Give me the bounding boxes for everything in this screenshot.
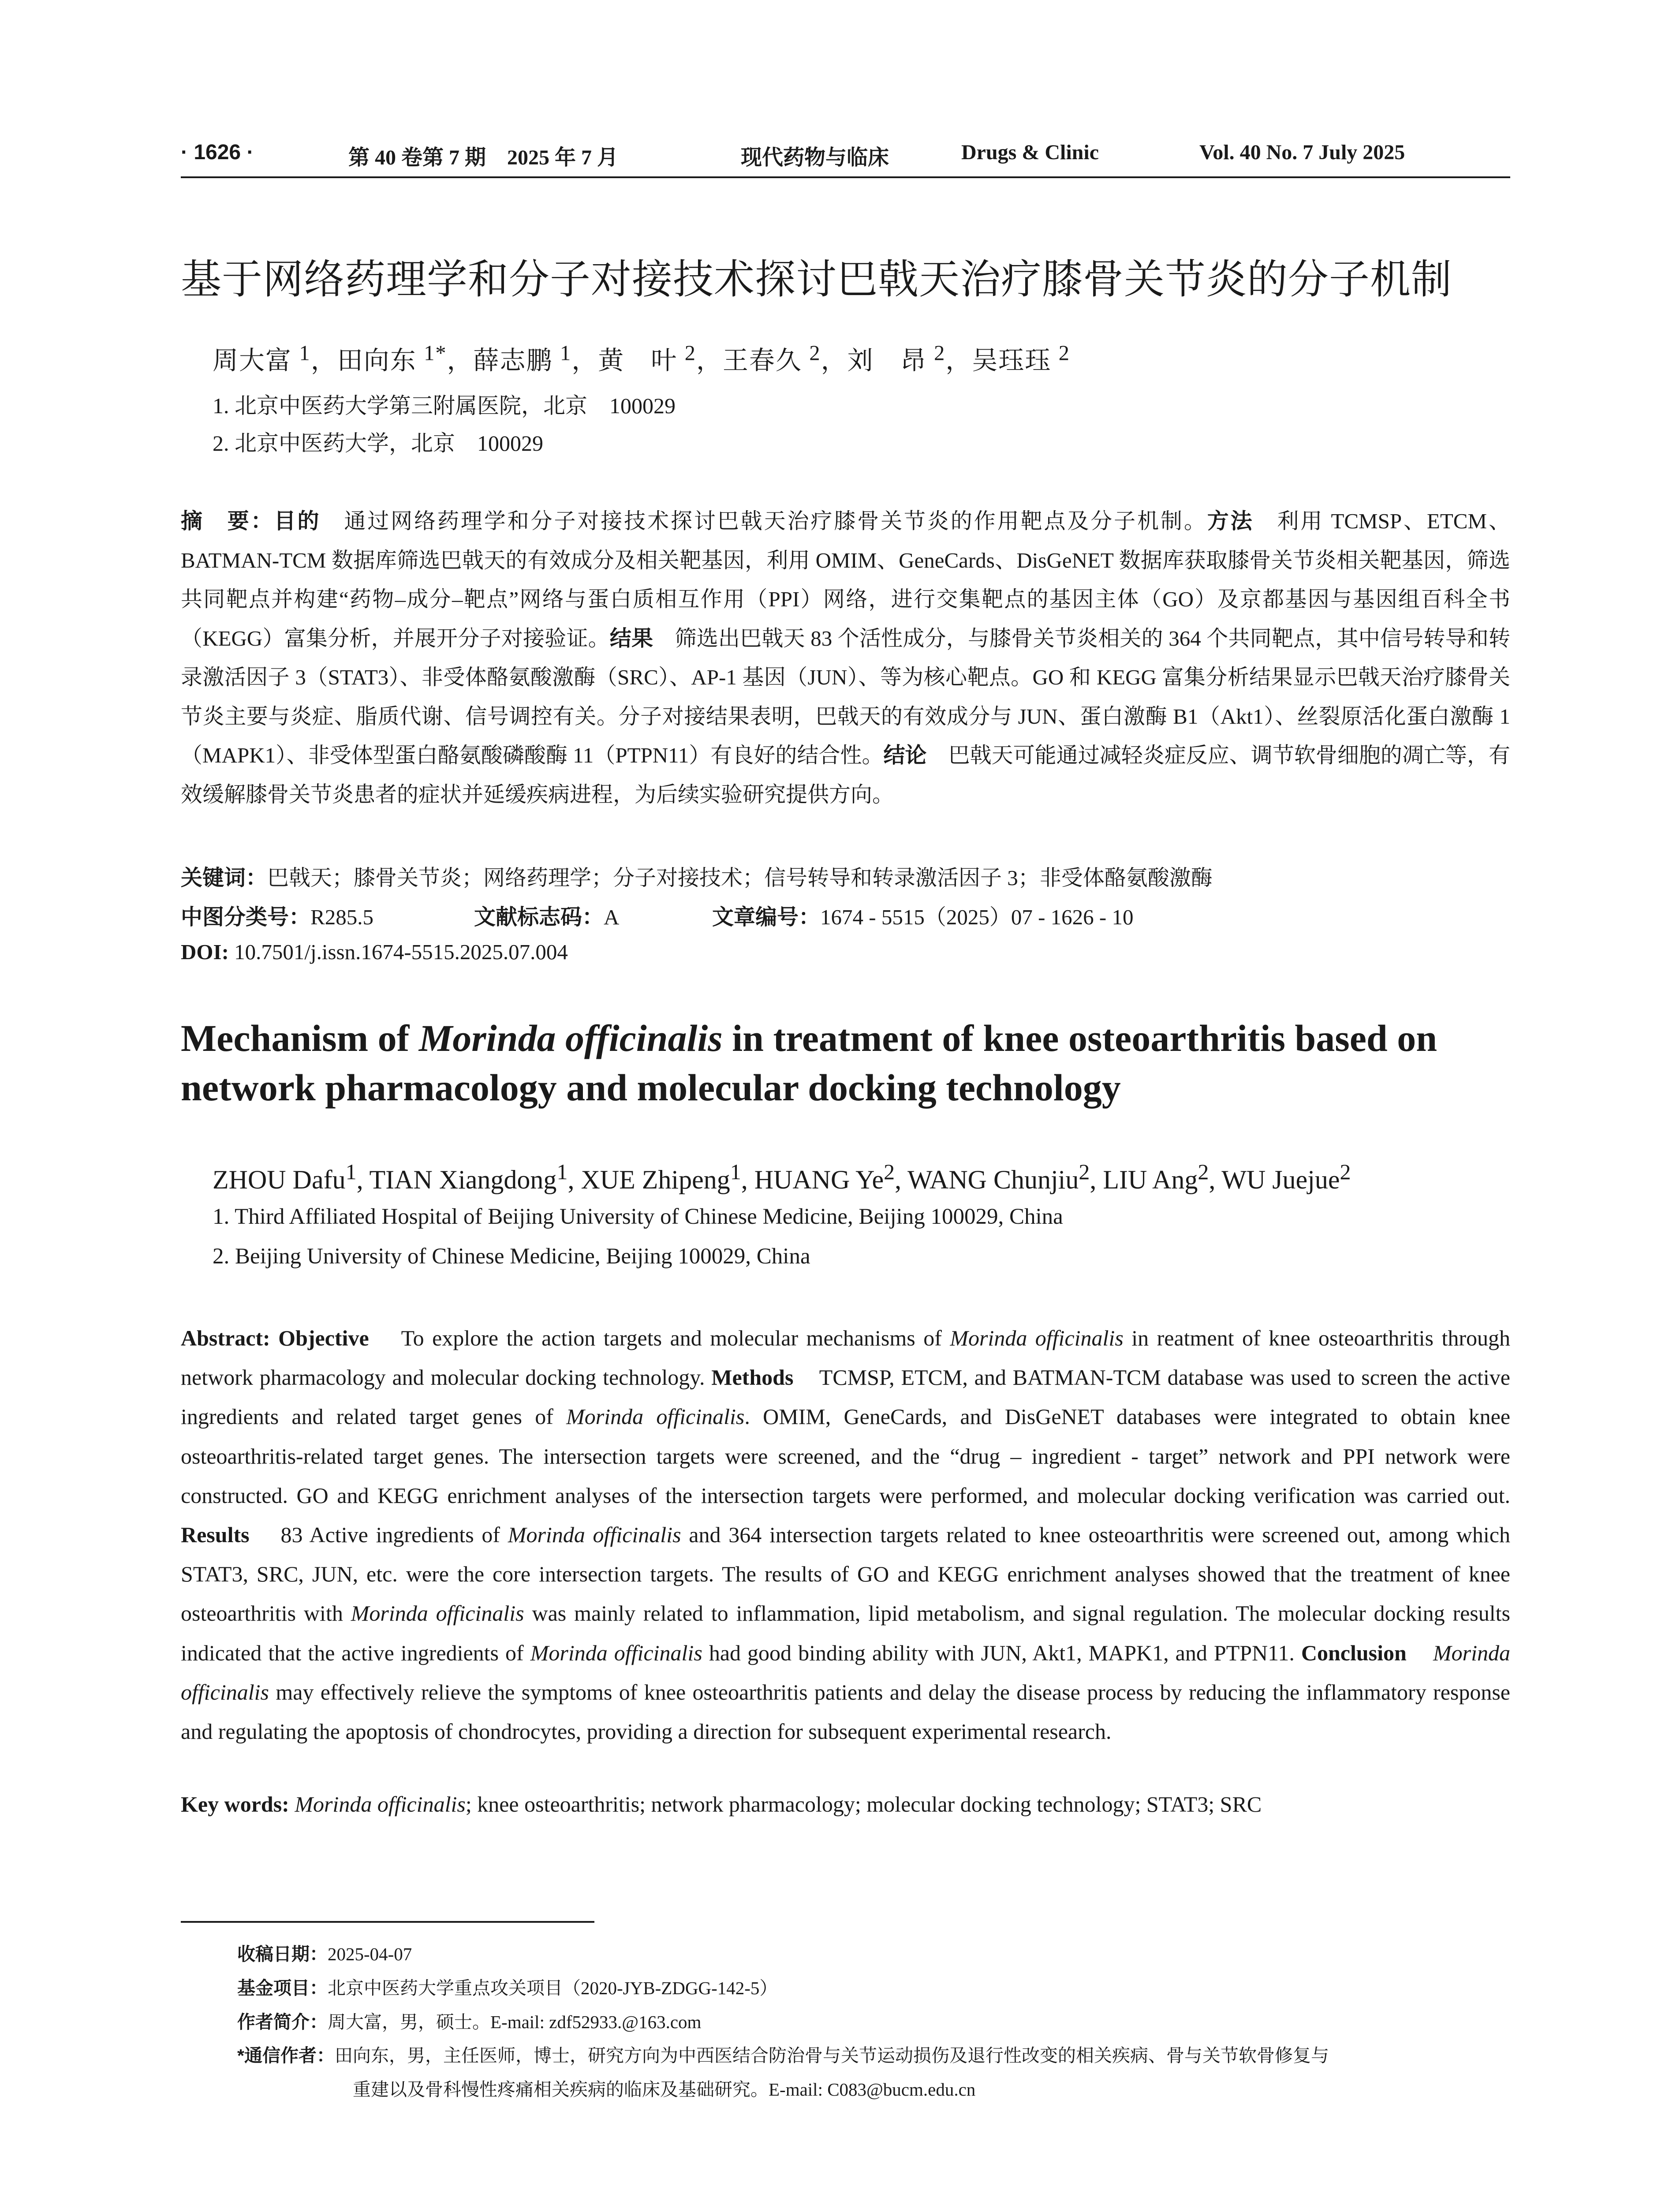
objective-cn-text: 通过网络药理学和分子对接技术探讨巴戟天治疗膝骨关节炎的作用靶点及分子机制。 [321,509,1207,533]
conclusion-cn-label: 结论 [883,744,927,767]
corresponding-author-cont: 重建以及骨科慢性疼痛相关疾病的临床及基础研究。E-mail: C083@bucm.edu.cn [353,2079,976,2100]
corr-value-1: 田向东，男，主任医师，博士，研究方向为中西医结合防治骨与关节运动损伤及退行性改变的相关疾病、骨与关节软骨修复与 [334,2045,1329,2066]
article-number-value: 1674 - 5515（2025）07 - 1626 - 10 [820,905,1134,929]
doc-code-label: 文献标志码： [474,905,604,929]
results-cn-label: 结果 [609,626,653,650]
article-number-line [712,900,1133,931]
abstract-cn-label: 摘 要： [181,509,274,533]
authors-cn: 周大富 $^1$，田向东 $^{1*}$，薛志鹏 $^1$，黄 叶 $^2$，王春久 $^2$，刘 昂 $^2$，吴珏珏 $^2$ [213,341,1070,375]
issue-en: Vol. 40 No. 7 July 2025 [1199,141,1405,164]
page-number: · 1626 · [181,141,254,164]
page-title-cn: 基于网络药理学和分子对接技术探讨巴戟天治疗膝骨关节炎的分子机制 [181,257,1452,302]
bio-label: 作者简介： [237,2012,328,2032]
methods-cn-text: 利用 TCMSP、ETCM、BATMAN-TCM 数据库筛选巴戟天的有效成分及相关靶基因，利用 OMIM、GeneCards、DisGeNET 数据库获取膝骨关节炎相关靶基因，筛选共同靶点并构建“药物–成分–靶点”网络与蛋白质相互作用（PPI）网络，进行交集靶点的基因主体（GO）及京都基因与基因组百科全书（KEGG）富集分析，并展开分子对接验证。 [181,509,1510,650]
fund-label: 基金项目： [237,1978,328,1998]
received-date [237,1940,412,1966]
conclusion-cn-text: 巴戟天可能通过减轻炎症反应、调节软骨细胞的凋亡等，有效缓解膝骨关节炎患者的症状并延缓疾病进程，为后续实验研究提供方向。 [181,743,1510,807]
doi-label: DOI: [181,940,229,964]
authors-en: ZHOU Dafu$^1$, TIAN Xiangdong$^1$, XUE Zhipeng$^1$, HUANG Ye$^2$, WANG Chunjiu$^2$, LIU Ang$^2$, WU Juejue$^2$ [213,1159,1351,1194]
footnote-rule [181,1921,594,1923]
corr-label: *通信作者： [237,2045,335,2066]
issue-cn: 第 40 卷第 7 期 2025 年 7 月 [348,146,619,169]
journal-name-en: Drugs & Clinic [961,141,1099,164]
keywords-cn-label: 关键词： [181,866,268,890]
doi-value: 10.7501/j.issn.1674-5515.2025.07.004 [228,940,568,964]
affiliation-cn-2: 2. 北京中医药大学，北京 100029 [213,431,543,456]
received-label: 收稿日期： [237,1944,328,1964]
affiliation-cn-1: 1. 北京中医药大学第三附属医院，北京 100029 [213,393,676,418]
doc-code-line [474,900,619,931]
keywords-cn-text: 巴戟天；膝骨关节炎；网络药理学；分子对接技术；信号转导和转录激活因子 3；非受体酪氨酸激酶 [267,866,1213,890]
corresponding-author [237,2041,1329,2067]
fund-value: 北京中医药大学重点攻关项目（2020-JYB-ZDGG-142-5） [328,1978,778,1998]
doc-code-value: A [604,905,620,929]
article-number-label: 文章编号： [712,905,821,929]
header-rule [181,176,1510,178]
bio-value: 周大富，男，硕士。E-mail: zdf52933.@163.com [328,2012,702,2032]
clc-label: 中图分类号： [181,905,311,929]
author-bio [237,2007,701,2033]
clc-value: R285.5 [310,905,373,929]
affiliation-en-1: 1. Third Affiliated Hospital of Beijing University of Chinese Medicine, Beijing 100029, China [213,1204,1063,1229]
results-cn-text: 筛选出巴戟天 83 个活性成分，与膝骨关节炎相关的 364 个共同靶点，其中信号转导和转录激活因子 3（STAT3）、非受体酪氨酸激酶（SRC）、AP-1 基因（JUN）、等为核心靶点。GO 和 KEGG 富集分析结果显示巴戟天治疗膝骨关节炎主要与炎症、脂质代谢、信号调控有关。分子对接结果表明，巴戟天的有效成分与 JUN、蛋白激酶 B1（Akt1）、丝裂原活化蛋白激酶 1（MAPK1）、非受体型蛋白酪氨酸磷酸酶 11（PTPN11）有良好的结合性。 [181,626,1511,767]
keywords-cn [181,861,1213,892]
keywords-en: Key words: Morinda officinalis; knee osteoarthritis; network pharmacology; molecular docking technology; STAT3; SRC [181,1792,1262,1816]
doi-line [181,939,568,964]
affiliation-en-2: 2. Beijing University of Chinese Medicine, Beijing 100029, China [213,1244,810,1269]
abstract-en: Abstract: Objective To explore the action targets and molecular mechanisms of Morinda officinalis in reatment of knee osteoarthritis through network pharmacology and molecular docking technology. Methods TCMSP, ETCM, and BATMAN-TCM database was used to screen the active ingredients and related target genes of Morinda officinalis. OMIM, GeneCards, and DisGeNET databases were integrated to obtain knee osteoarthritis-related target genes. The intersection targets were screened, and the “drug – ingredient - target” network and PPI network were constructed. GO and KEGG enrichment analyses of the intersection targets were performed, and molecular docking verification was carried out. Results 83 Active ingredients of Morinda officinalis and 364 intersection targets related to knee osteoarthritis were screened out, among which STAT3, SRC, JUN, etc. were the core intersection targets. The results of GO and KEGG enrichment analyses showed that the treatment of knee osteoarthritis with Morinda officinalis was mainly related to inflammation, lipid metabolism, and signal regulation. The molecular docking results indicated that the active ingredients of Morinda officinalis had good binding ability with JUN, Akt1, MAPK1, and PTPN11. Conclusion Morinda officinalis may effectively relieve the symptoms of knee osteoarthritis patients and delay the disease process by reducing the inflammatory response and regulating the apoptosis of chondrocytes, providing a direction for subsequent experimental research. [181,1326,1511,1744]
classification-line [181,900,373,931]
abstract-cn [181,502,1510,814]
journal-name-cn: 现代药物与临床 [741,146,889,169]
fund-project [237,1973,777,1999]
received-value: 2025-04-07 [328,1944,412,1964]
objective-cn-label: 目的 [274,509,321,533]
page-title-en: Mechanism of Morinda officinalis in treatment of knee osteoarthritis based on network pharmacology and molecular docking technology [181,1017,1437,1109]
methods-cn-label: 方法 [1207,509,1254,533]
